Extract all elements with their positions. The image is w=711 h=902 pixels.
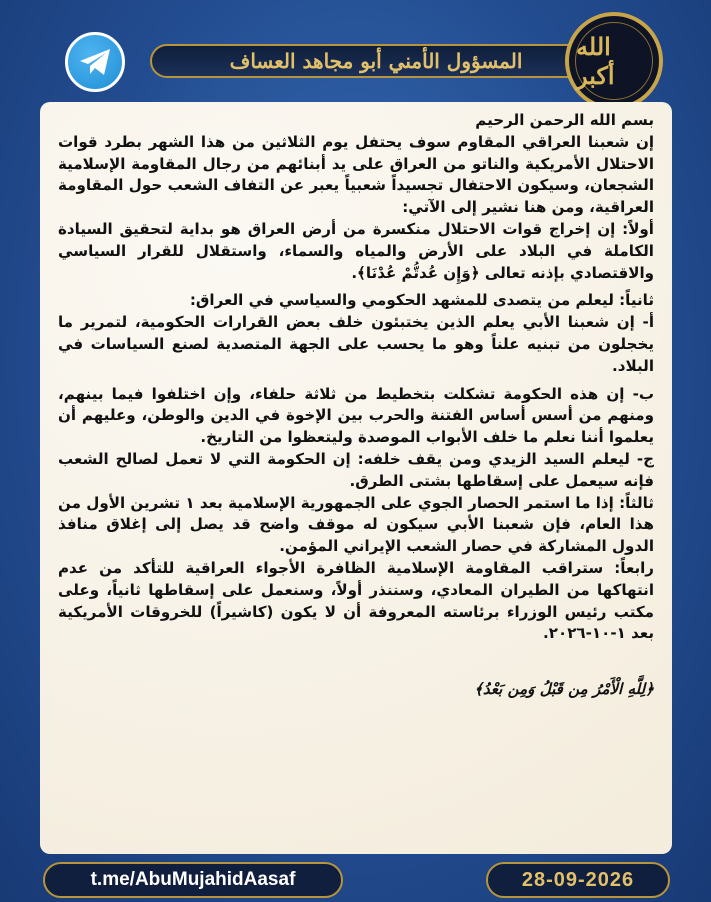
header-title: المسؤول الأمني أبو مجاهد العساف: [229, 49, 523, 73]
emblem-calligraphy: الله أكبر: [576, 32, 615, 90]
point-first: أولاً: إن إخراج قوات الاحتلال منكسرة من أرض العراق هو بداية لتحقيق السيادة الكاملة في البلاد على الأرض والمياه والسماء، واستقلال للقرار السياسي والاقتصادي بإذنه تعالى ﴿وَإِن عُدتُّمْ عُدْنَا﴾.: [58, 219, 654, 282]
statement-date: 28-09-2026: [486, 862, 670, 898]
point-second-c: ج- ليعلم السيد الزيدي ومن يقف خلفه: إن الحكومة التي لا تعمل لصالح الشعب فإنه سيعمل على إسقاطها بشتى الطرق.: [58, 449, 654, 490]
emblem-seal: [565, 12, 663, 110]
point-second-title: ثانياً: ليعلم من يتصدى للمشهد الحكومي والسياسي في العراق:: [189, 291, 654, 310]
point-third: ثالثاً: إذا ما استمر الحصار الجوي على الجمهورية الإسلامية بعد ١ تشرين الأول من هذا العام، فإن شعبنا الأبي سيكون له موقف واضح قد يصل إلى إغلاق منافذ الدول المشاركة في حصار الشعب الإيراني المؤمن.: [58, 493, 654, 556]
closing-verse: ﴿لِلَّهِ الْأَمْرُ مِن قَبْلُ وَمِن بَعْدُ﴾: [474, 680, 654, 699]
header-bar: [150, 44, 602, 78]
telegram-icon[interactable]: [65, 32, 125, 92]
telegram-channel-link[interactable]: t.me/AbuMujahidAasaf: [43, 862, 343, 898]
emblem-inner-ring: [575, 22, 653, 100]
intro-paragraph: إن شعبنا العراقي المقاوم سوف يحتفل يوم الثلاثين من هذا الشهر بطرد قوات الاحتلال الأمريكية والناتو من العراق على يد أبنائهم من رجال المقاومة الإسلامية الشجعان، وسيكون الاحتفال تجسيداً شعبياً يعبر عن التفاف الشعب حول المقاومة العراقية، ومن هنا نشير إلى الآتي:: [58, 132, 654, 217]
basmala: بسم الله الرحمن الرحيم: [475, 111, 654, 129]
paper-plane-icon: [78, 47, 112, 77]
point-fourth: رابعاً: ستراقب المقاومة الإسلامية الظافرة الأجواء العراقية للتأكد من عدم انتهاكها من الطيران المعادي، وسننذر أولاً، وسنعمل على إسقاطها ثانياً، وعلى مكتب رئيس الوزراء برئاسته المعروفة أن لا يكون (كاشيراً) للخروقات الأمريكية بعد ١-١٠-٢٠٢٦.: [58, 558, 654, 643]
statement-body: [58, 110, 654, 840]
point-second-b: ب- إن هذه الحكومة تشكلت بتخطيط من ثلاثة حلفاء، وإن اختلفوا فيما بينهم، ومنهم من أسس أساس الفتنة والحرب بين الإخوة في الدين والوطن، وعليهم أن يعلموا أننا نعلم ما خلف الأبواب الموصدة وليتعظوا من التاريخ.: [58, 384, 654, 447]
point-second-a: أ- إن شعبنا الأبي يعلم الذين يختبئون خلف بعض القرارات الحكومية، لتمرير ما يخجلون من تبنيه علناً وهو ما يحسب على الجهة المتصدية لصنع السياسات في البلاد.: [58, 313, 654, 375]
